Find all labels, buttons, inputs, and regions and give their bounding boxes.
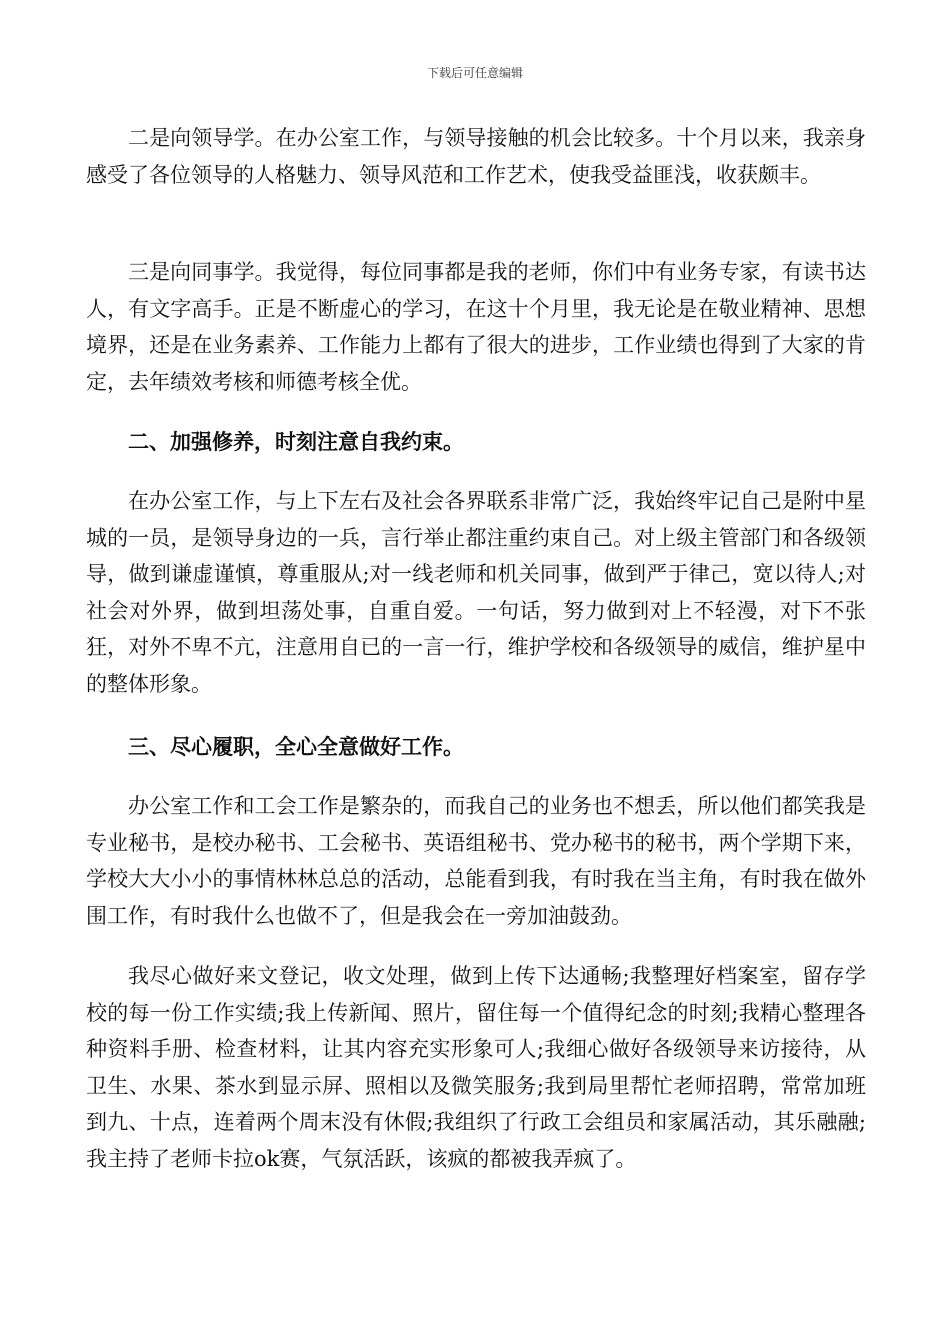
paragraph-learn-from-colleagues: 三是向同事学。我觉得，每位同事都是我的老师，你们中有业务专家，有读书达人，有文字高手。正是不断虚心的学习，在这十个月里，我无论是在敬业精神、思想境界，还是在业务素养、工作能力上都有了很大的进步，工作业绩也得到了大家的肯定，去年绩效考核和师德考核全优。	[86, 260, 866, 394]
paragraph-duties-list: 我尽心做好来文登记，收文处理，做到上传下达通畅;我整理好档案室，留存学校的每一份工作实绩;我上传新闻、照片，留住每一个值得纪念的时刻;我精心整理各种资料手册、检查材料，让其内容充实形象可人;我细心做好各级领导来访接待，从卫生、水果、茶水到显示屏、照相以及微笑服务;我到局里帮忙老师招聘，常常加班到九、十点，连着两个周末没有休假;我组织了行政工会组员和家属活动，其乐融融;我主持了老师卡拉ok赛，气氛活跃，该疯的都被我弄疯了。	[86, 964, 866, 1171]
section-heading-2: 二、加强修养，时刻注意自我约束。	[128, 429, 464, 454]
page-header: 下载后可任意编辑	[426, 66, 523, 80]
paragraph-self-discipline: 在办公室工作，与上下左右及社会各界联系非常广泛，我始终牢记自己是附中星城的一员，是领导身边的一兵，言行举止都注重约束自己。对上级主管部门和各级领导，做到谦虚谨慎，尊重服从;对一线老师和机关同事，做到严于律己，宽以待人;对社会对外界，做到坦荡处事，自重自爱。一句话，努力做到对上不轻漫，对下不张狂，对外不卑不亢，注意用自已的一言一行，维护学校和各级领导的威信，维护星中的整体形象。	[86, 489, 866, 696]
paragraph-learn-from-leaders: 二是向领导学。在办公室工作，与领导接触的机会比较多。十个月以来，我亲身感受了各位领导的人格魅力、领导风范和工作艺术，使我受益匪浅，收获颇丰。	[86, 126, 866, 187]
section-heading-3: 三、尽心履职，全心全意做好工作。	[128, 734, 464, 759]
paragraph-office-union-work: 办公室工作和工会工作是繁杂的，而我自己的业务也不想丢，所以他们都笑我是专业秘书，是校办秘书、工会秘书、英语组秘书、党办秘书的秘书，两个学期下来，学校大大小小的事情林林总总的活动，总能看到我，有时我在当主角，有时我在做外围工作，有时我什么也做不了，但是我会在一旁加油鼓劲。	[86, 794, 866, 928]
